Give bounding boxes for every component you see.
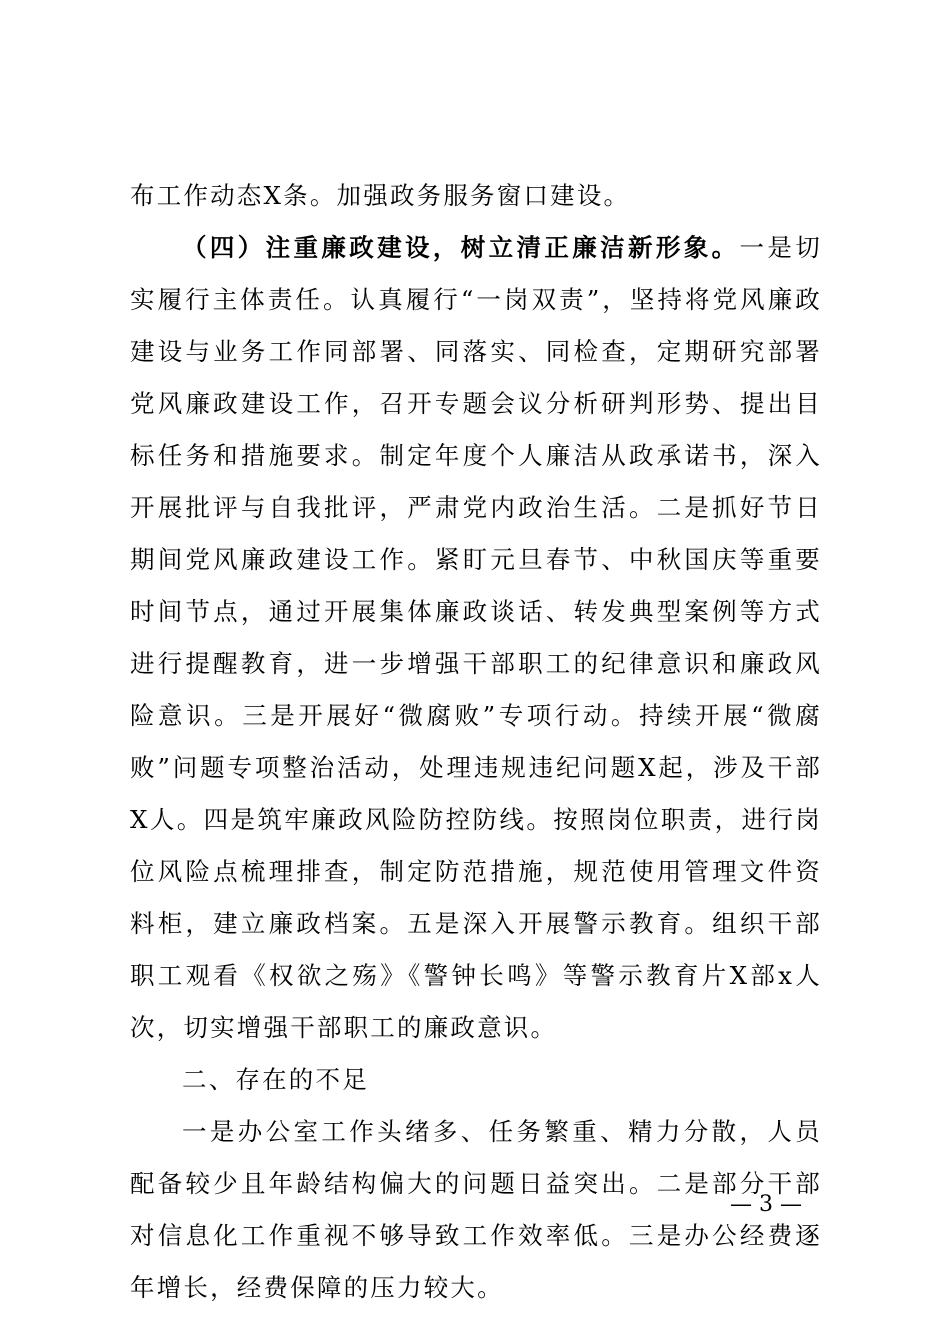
- page-number: — 3 —: [730, 1192, 802, 1217]
- document-body: [130, 170, 822, 1314]
- paragraph-body-text: 一是切实履行主体责任。认真履行“一岗双责”，坚持将党风廉政建设与业务工作同部署、同落实、同检查，定期研究部署党风廉政建设工作，召开专题会议分析研判形势、提出目标任务和措施要求。制定年度个人廉洁从政承诺书，深入开展批评与自我批评，严肃党内政治生活。二是抓好节日期间党风廉政建设工作。紧盯元旦春节、中秋国庆等重要时间节点，通过开展集体廉政谈话、转发典型案例等方式进行提醒教育，进一步增强干部职工的纪律意识和廉政风险意识。三是开展好“微腐败”专项行动。持续开展“微腐败”问题专项整治活动，处理违规违纪问题X起，涉及干部X人。四是筑牢廉政风险防控防线。按照岗位职责，进行岗位风险点梳理排查，制定防范措施，规范使用管理文件资料柜，建立廉政档案。五是深入开展警示教育。组织干部职工观看《权欲之殇》《警钟长鸣》等警示教育片X部x人次，切实增强干部职工的廉政意识。: [130, 233, 823, 1042]
- section-heading: 二、存在的不足: [182, 1065, 369, 1094]
- paragraph-integrity-building: [130, 222, 822, 1054]
- paragraph-continuation: 布工作动态X条。加强政务服务窗口建设。: [130, 181, 631, 210]
- paragraph-lead-heading: （四）注重廉政建设，树立清正廉洁新形象。: [182, 233, 740, 262]
- paragraph-shortcomings: 一是办公室工作头绪多、任务繁重、精力分散，人员配备较少且年龄结构偏大的问题日益突出。二是部分干部对信息化工作重视不够导致工作效率低。三是办公经费逐年增长，经费保障的压力较大。: [130, 1117, 822, 1302]
